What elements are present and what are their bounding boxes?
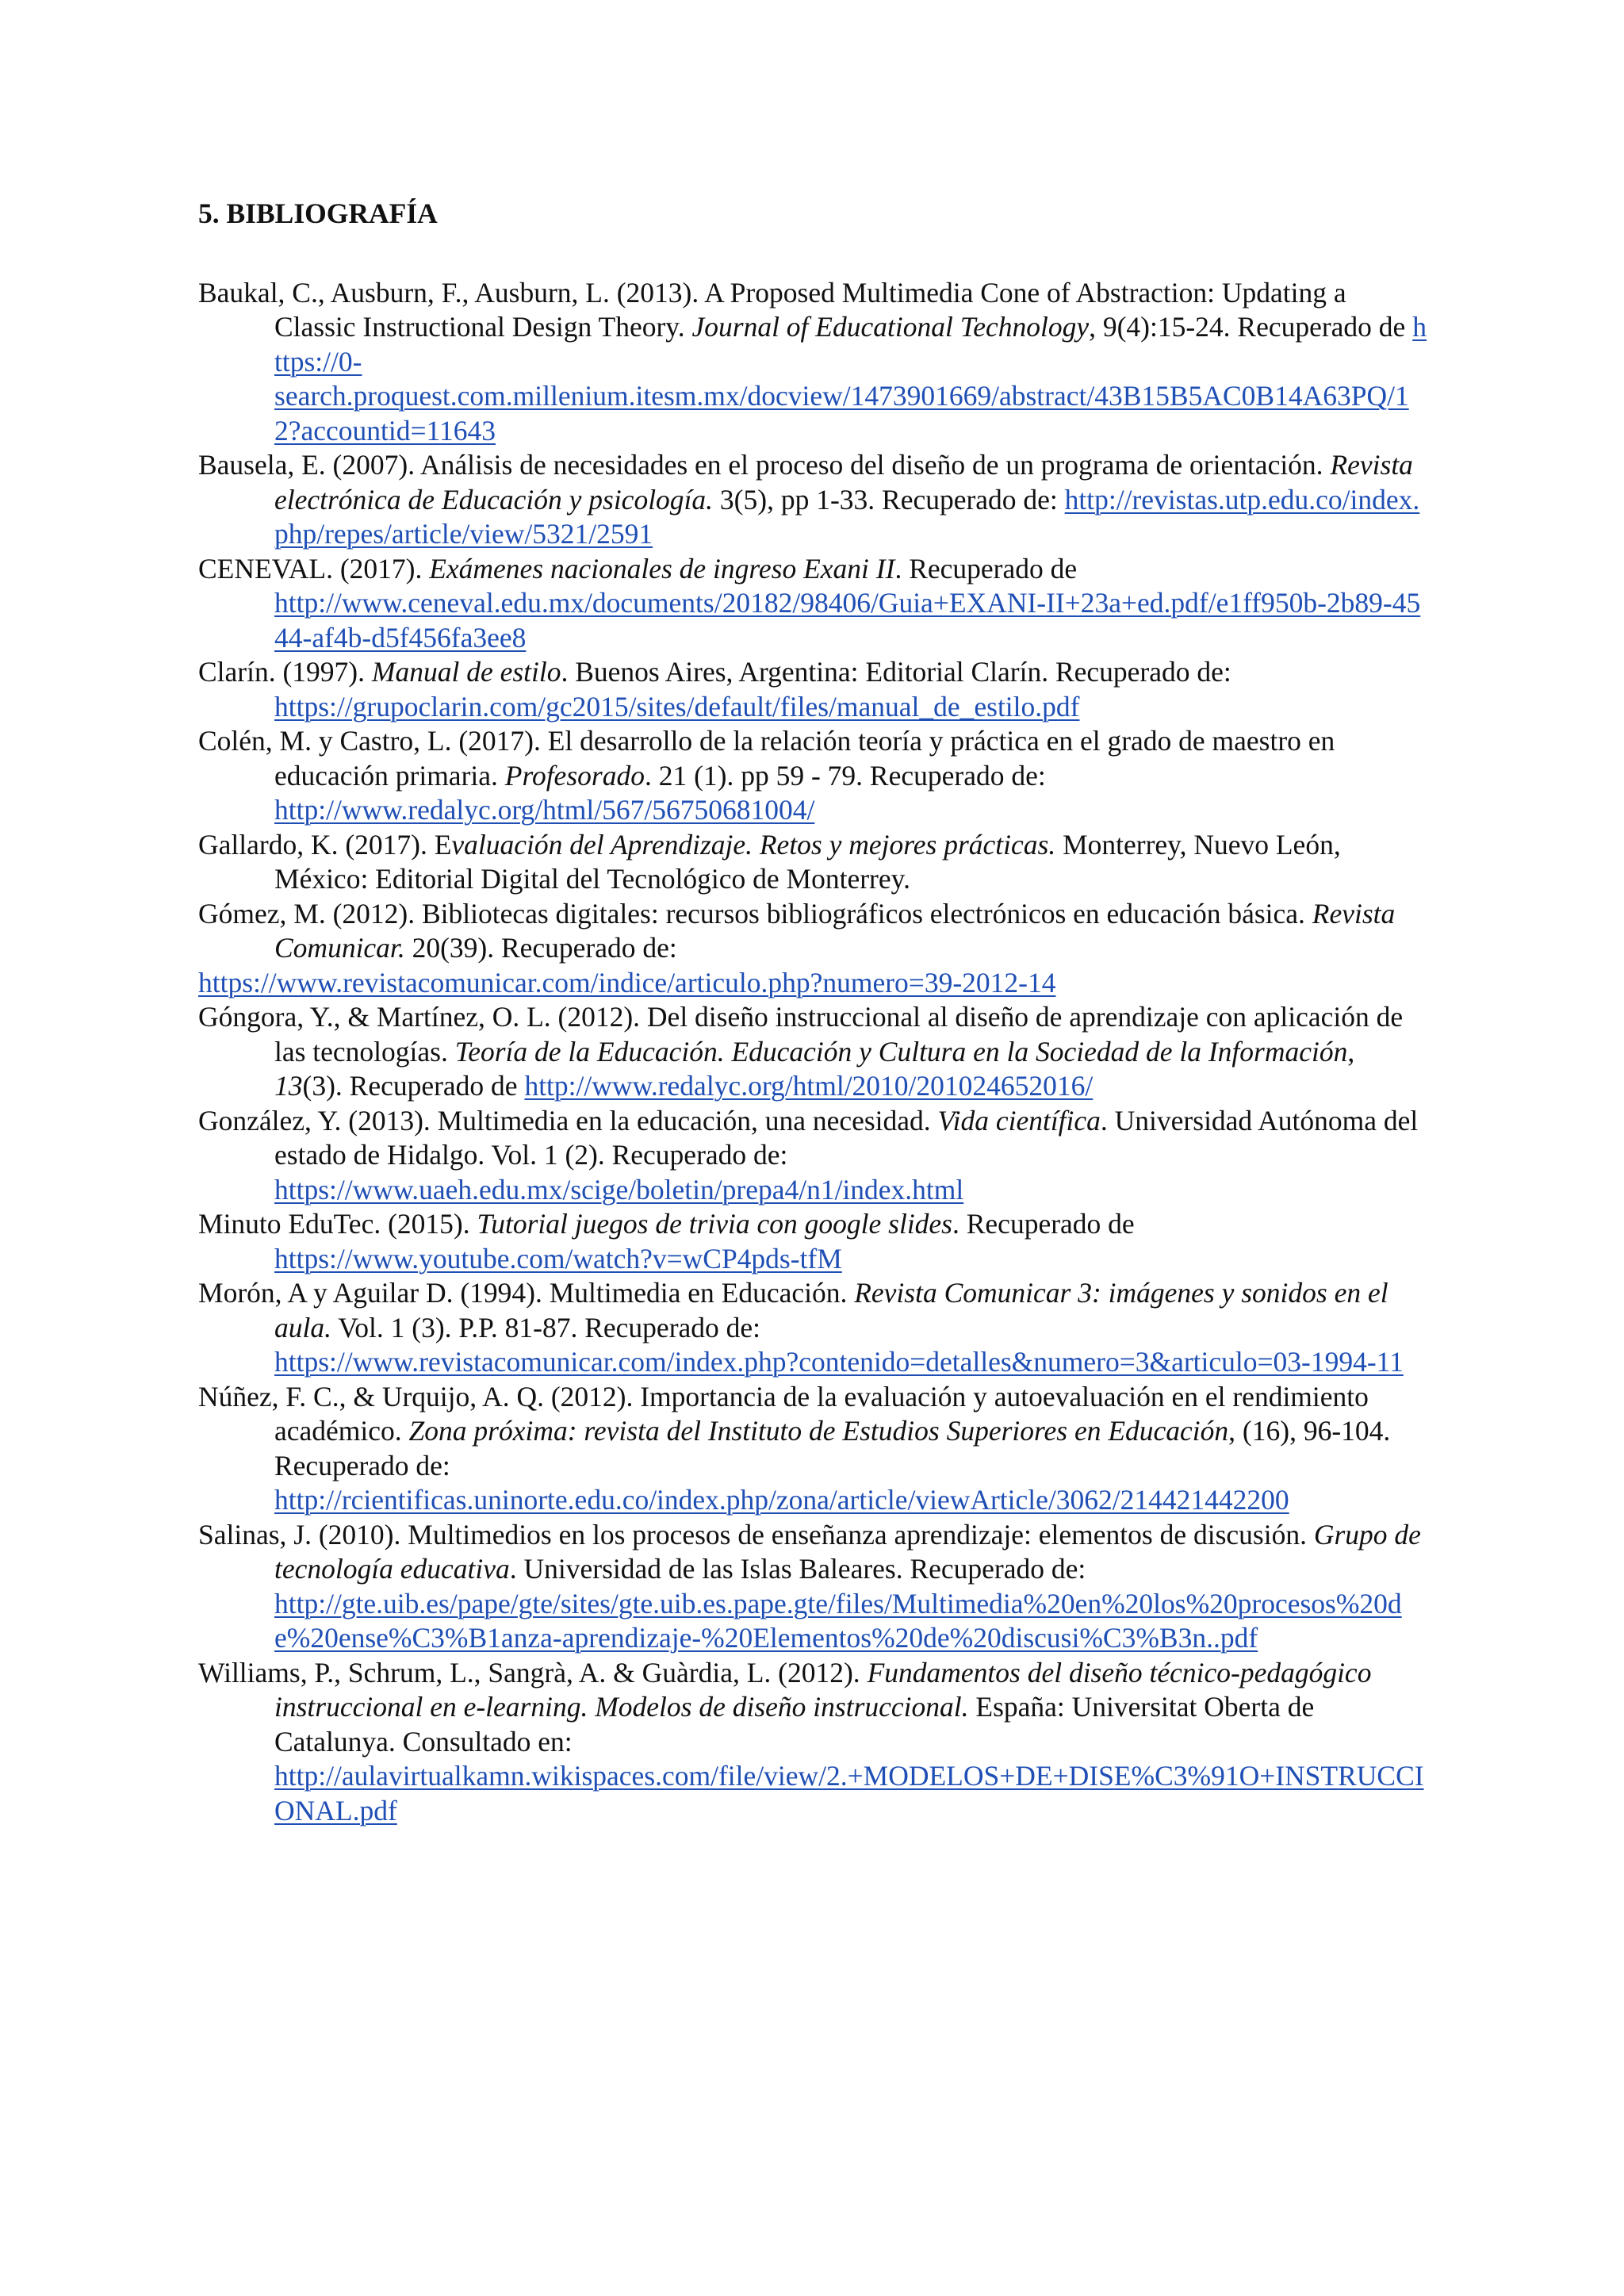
reference-link[interactable]: search.proquest.com.millenium.itesm.mx/docview/1473901669/abstract/43B15B5AC0B14A63PQ/12?accountid=11643 xyxy=(274,380,1409,447)
reference-entry xyxy=(198,1380,1429,1518)
reference-link[interactable]: https://0- xyxy=(274,311,1427,378)
reference-journal: Zona próxima: revista del Instituto de Estudios Superiores en Educación xyxy=(408,1415,1229,1447)
reference-text: (3). Recuperado de xyxy=(302,1070,525,1102)
reference-title: valuación del Aprendizaje. Retos y mejores prácticas. xyxy=(451,828,1056,861)
reference-entry xyxy=(198,1518,1429,1656)
reference-entry xyxy=(198,1104,1429,1208)
reference-link[interactable]: http://aulavirtualkamn.wikispaces.com/file/view/2.+MODELOS+DE+DISE%C3%91O+INSTRUCCIONAL.pdf xyxy=(274,1760,1424,1826)
reference-text: Vol. 1 (3). P.P. 81-87. Recuperado de: xyxy=(331,1311,761,1343)
reference-link[interactable]: http://www.redalyc.org/html/2010/201024652016/ xyxy=(524,1070,1094,1102)
reference-text: Monterrey, Nuevo León, México: Editorial Digital del Tecnológico de Monterrey. xyxy=(274,828,1341,895)
reference-text: Clarín. (1997). xyxy=(198,656,372,688)
reference-entry xyxy=(198,1207,1429,1276)
reference-text: . Recuperado de xyxy=(952,1208,1135,1240)
reference-text: Colén, M. y Castro, L. (2017). El desarrollo de la relación teoría y práctica en el grado de maestro en educación primaria. xyxy=(198,725,1335,792)
reference-link[interactable]: http://rcientificas.uninorte.edu.co/index.php/zona/article/viewArticle/3062/214421442200 xyxy=(274,1484,1289,1516)
reference-entry xyxy=(198,276,1429,449)
reference-text: Morón, A y Aguilar D. (1994). Multimedia en Educación. xyxy=(198,1277,855,1309)
reference-text: . 21 (1). pp 59 - 79. Recuperado de: xyxy=(644,759,1046,792)
reference-entry xyxy=(198,897,1429,1001)
reference-text: Minuto EduTec. (2015). xyxy=(198,1208,477,1240)
reference-text: 20(39). Recuperado de: xyxy=(404,932,677,964)
reference-link[interactable]: https://www.youtube.com/watch?v=wCP4pds-tfM xyxy=(274,1242,842,1274)
reference-text: Núñez, F. C., & Urquijo, A. Q. (2012). Importancia de la evaluación y autoevaluación en el rendimiento académico. xyxy=(198,1380,1369,1447)
reference-entry xyxy=(198,1276,1429,1380)
reference-text: . Buenos Aires, Argentina: Editorial Clarín. Recuperado de: xyxy=(561,656,1231,688)
reference-text: Williams, P., Schrum, L., Sangrà, A. & Guàrdia, L. (2012). xyxy=(198,1656,868,1688)
reference-volume: 13 xyxy=(274,1070,303,1102)
reference-text: . Universidad Autónoma del estado de Hidalgo. Vol. 1 (2). Recuperado de: xyxy=(274,1104,1419,1171)
bibliography-section xyxy=(198,197,1429,1828)
reference-link[interactable]: https://www.revistacomunicar.com/index.php?contenido=detalles&numero=3&articulo=03-1994-11 xyxy=(274,1346,1404,1378)
reference-text: Góngora, Y., & Martínez, O. L. (2012). Del diseño instruccional al diseño de aprendizaje con aplicación de las tecnologías. xyxy=(198,1001,1404,1068)
reference-entry xyxy=(198,828,1429,897)
reference-text: , xyxy=(1347,1035,1355,1068)
reference-text: . Recuperado de xyxy=(894,552,1078,585)
reference-link[interactable]: http://revistas.utp.edu.co/index.php/repes/article/view/5321/2591 xyxy=(274,483,1420,550)
reference-link[interactable]: https://www.revistacomunicar.com/indice/articulo.php?numero=39-2012-14 xyxy=(198,966,1056,999)
reference-link[interactable]: http://www.ceneval.edu.mx/documents/20182/98406/Guia+EXANI-II+23a+ed.pdf/e1ff950b-2b89-4544-af4b-d5f456fa3ee8 xyxy=(274,587,1421,654)
reference-title: Tutorial juegos de trivia con google slides xyxy=(477,1208,952,1240)
reference-text: Baukal, C., Ausburn, F., Ausburn, L. (2013). A Proposed Multimedia Cone of Abstraction: Updating a Classic Instructional Design Theory. xyxy=(198,276,1346,343)
reference-text: Gallardo, K. (2017). E xyxy=(198,828,452,861)
reference-entry xyxy=(198,724,1429,828)
reference-title: Manual de estilo xyxy=(371,656,561,688)
reference-text: Bausela, E. (2007). Análisis de necesidades en el proceso del diseño de un programa de orientación. xyxy=(198,449,1331,481)
reference-text: Gómez, M. (2012). Bibliotecas digitales: recursos bibliográficos electrónicos en educación básica. xyxy=(198,897,1312,930)
reference-text: González, Y. (2013). Multimedia en la educación, una necesidad. xyxy=(198,1104,938,1137)
reference-text: CENEVAL. (2017). xyxy=(198,552,430,585)
reference-link[interactable]: http://gte.uib.es/pape/gte/sites/gte.uib.es.pape.gte/files/Multimedia%20en%20los%20procesos%20de%20ense%C3%B1anza-aprendizaje-%20Elementos%20de%20discusi%C3%B3n..pdf xyxy=(274,1587,1402,1654)
reference-text: . Universidad de las Islas Baleares. Recuperado de: xyxy=(509,1553,1086,1585)
section-heading: 5. BIBLIOGRAFÍA xyxy=(198,197,438,229)
reference-journal: Vida científica xyxy=(937,1104,1101,1137)
reference-text: , 9(4):15-24. Recuperado de xyxy=(1089,311,1413,343)
reference-text: 3(5), pp 1-33. Recuperado de: xyxy=(713,483,1065,516)
reference-journal: Revista electrónica de Educación y psicología. xyxy=(274,449,1413,516)
reference-entry xyxy=(198,1000,1429,1104)
reference-journal: Revista Comunicar. xyxy=(274,897,1396,964)
reference-link[interactable]: https://grupoclarin.com/gc2015/sites/default/files/manual_de_estilo.pdf xyxy=(274,690,1080,723)
reference-text: , (16), 96-104. Recuperado de: xyxy=(274,1415,1391,1481)
reference-entry xyxy=(198,655,1429,724)
reference-title: Fundamentos del diseño técnico-pedagógico instruccional en e-learning. Modelos de diseño instruccional. xyxy=(274,1656,1372,1723)
reference-text: Salinas, J. (2010). Multimedios en los procesos de enseñanza aprendizaje: elementos de discusión. xyxy=(198,1518,1314,1550)
reference-entry xyxy=(198,1656,1429,1829)
reference-journal: Teoría de la Educación. Educación y Cultura en la Sociedad de la Información xyxy=(454,1035,1348,1068)
reference-journal: Journal of Educational Technology xyxy=(691,311,1090,343)
reference-text: España: Universitat Oberta de Catalunya. Consultado en: xyxy=(274,1691,1315,1757)
reference-entry xyxy=(198,448,1429,552)
reference-journal: Profesorado xyxy=(504,759,645,792)
reference-link[interactable]: https://www.uaeh.edu.mx/scige/boletin/prepa4/n1/index.html xyxy=(274,1173,964,1205)
reference-journal: Revista Comunicar 3: imágenes y sonidos en el aula. xyxy=(274,1277,1388,1343)
reference-title: Grupo de tecnología educativa xyxy=(274,1518,1421,1585)
reference-entry xyxy=(198,552,1429,656)
reference-title: Exámenes nacionales de ingreso Exani II xyxy=(429,552,895,585)
reference-link[interactable]: http://www.redalyc.org/html/567/56750681004/ xyxy=(274,794,815,826)
